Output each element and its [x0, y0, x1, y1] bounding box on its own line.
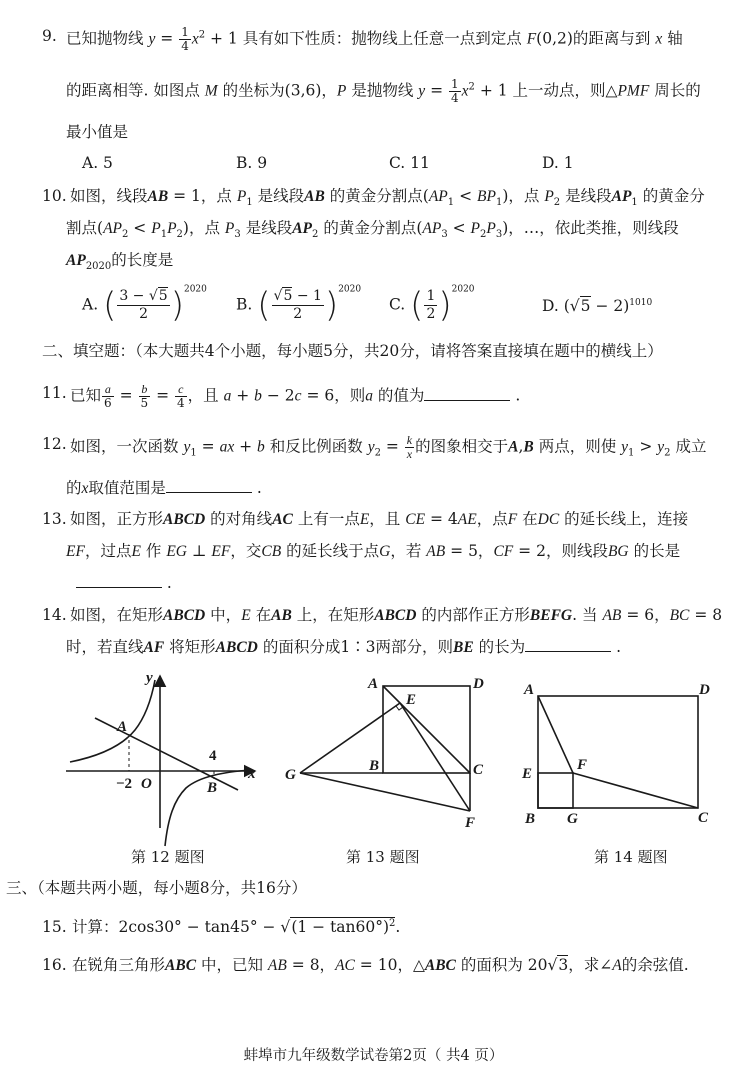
fig12-label-y: y [146, 670, 153, 686]
fig14-segment-fc [573, 773, 698, 808]
fig13-label-G: G [285, 767, 296, 783]
figure-14 [538, 696, 698, 808]
q13-answer-blank[interactable] [76, 573, 162, 588]
fig12-label-neg2: −2 [116, 776, 133, 792]
fig12-label-O: O [141, 776, 152, 792]
page-footer: 蚌埠市九年级数学试卷第2页（ 共4 页） [243, 1048, 504, 1064]
fig13-segment-ge [300, 703, 400, 773]
q16-number: 16. [42, 956, 67, 974]
q9-number: 9. [42, 27, 57, 45]
fig14-label-A: A [524, 682, 535, 698]
fig14-label-E: E [522, 766, 533, 782]
q11-number: 11. [42, 384, 67, 402]
fig12-label-x: x [248, 766, 256, 782]
q12-number: 12. [42, 435, 67, 453]
q10-option-a: A. ( $\frac{3 - √5}{2}$ )$^{2020}$ [82, 284, 207, 326]
fig14-label-D: D [699, 682, 710, 698]
q15-number: 15. [42, 918, 67, 936]
fig14-label-B: B [525, 811, 536, 827]
fig14-segment-af [538, 696, 573, 773]
fig12-label-A: A [117, 719, 128, 735]
fig14-square-befg [538, 773, 573, 808]
fig14-label-F: F [577, 757, 588, 773]
q14-number: 14. [42, 606, 67, 624]
fig13-label-B: B [369, 758, 380, 774]
q9-option-d: D. 1 [542, 154, 574, 172]
q10-option-b: B. ( $\frac{√5 - 1}{2}$ )$^{2020}$ [236, 284, 362, 326]
q13-number: 13. [42, 510, 67, 528]
fig13-segment-gf [300, 773, 470, 811]
figure-13 [300, 686, 470, 811]
q9-option-c: C. 11 [389, 154, 430, 172]
fig13-label-D: D [473, 676, 484, 692]
fig12-label-B: B [207, 780, 218, 796]
fig13-label-F: F [465, 815, 476, 831]
q11-answer-blank[interactable] [424, 386, 510, 401]
fig14-caption: 第 14 题图 [594, 848, 668, 866]
fig14-label-G: G [567, 811, 578, 827]
figures-row [0, 668, 747, 868]
q9-option-a: A. 5 [82, 154, 113, 172]
fig12-label-4: 4 [209, 748, 217, 764]
fig14-label-C: C [698, 810, 709, 826]
figure-12 [66, 676, 255, 846]
fig12-hyperbola-left-branch [70, 680, 155, 762]
fig13-label-E: E [406, 692, 417, 708]
fig14-rectangle-abcd [538, 696, 698, 808]
fig12-caption: 第 12 题图 [131, 848, 205, 866]
fig13-label-A: A [368, 676, 379, 692]
q9-option-b: B. 9 [236, 154, 268, 172]
fig13-caption: 第 13 题图 [346, 848, 420, 866]
q12-answer-blank[interactable] [166, 478, 252, 493]
fig13-label-C: C [473, 762, 484, 778]
fig13-diagonal-ac [383, 686, 470, 773]
q10-number: 10. [42, 187, 67, 205]
q14-answer-blank[interactable] [525, 637, 611, 652]
fig13-segment-ef [400, 703, 470, 811]
q10-option-c: C. ( $\frac{1}{2}$ )$^{2020}$ [389, 284, 475, 326]
q10-option-d: D. $(√5 - 2)^{1010}$ [542, 297, 653, 315]
